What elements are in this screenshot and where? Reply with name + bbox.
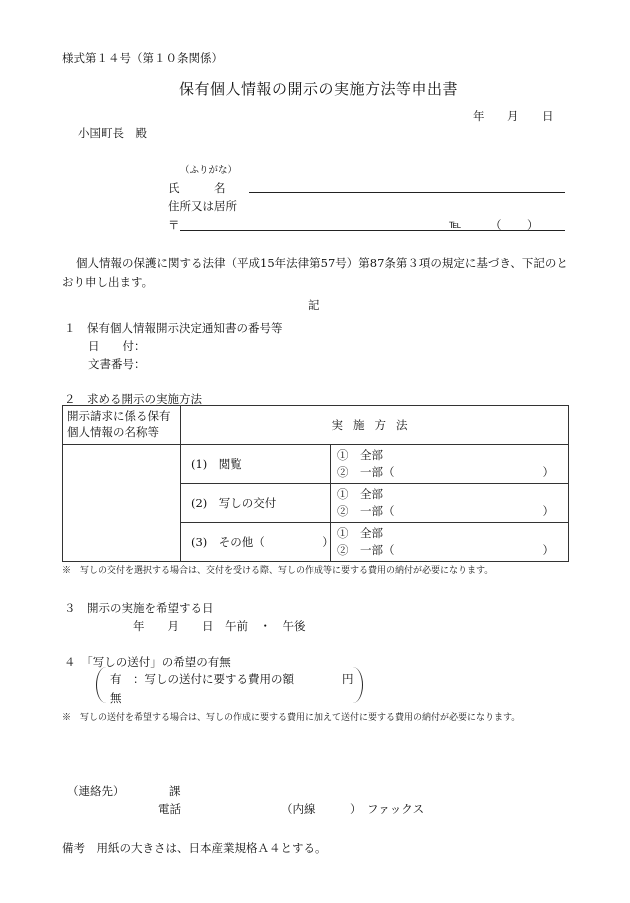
scope-part-label: ② 一部（: [337, 465, 395, 479]
left-brace: [96, 667, 107, 703]
form-number: 様式第１４号（第１０条関係）: [62, 51, 223, 65]
section2-note: ※ 写しの交付を選択する場合は、交付を受ける際、写しの作成等に要する費用の納付が必要になります。: [62, 566, 494, 576]
scope-part[interactable]: [337, 503, 568, 520]
intro-line-1: 個人情報の保護に関する法律（平成15年法律第57号）第87条第３項の規定に基づき、下記のと: [76, 256, 568, 270]
page-title: 保有個人情報の開示の実施方法等申出書: [179, 80, 459, 98]
scope-part-close: ）: [542, 504, 554, 518]
scope-all[interactable]: ① 全部: [337, 448, 383, 462]
addressee: 小国町長 殿: [78, 126, 147, 140]
address-field[interactable]: [180, 230, 565, 231]
scope-all[interactable]: ① 全部: [337, 487, 383, 501]
tel-close-paren: ）: [527, 218, 539, 232]
ki-mark: 記: [308, 298, 320, 312]
yen-unit: 円: [342, 672, 354, 686]
section3-heading: ３ 開示の実施を希望する日: [64, 601, 214, 615]
section4-note: ※ 写しの送付を希望する場合は、写しの作成に要する費用に加えて送付に要する費用の納付が必要になります。: [62, 713, 521, 723]
header-info-name: [63, 406, 181, 445]
scope-part[interactable]: [337, 464, 568, 481]
name-field[interactable]: [249, 192, 565, 193]
postal-mark: 〒: [168, 218, 180, 232]
notice-date-label: 日 付：: [88, 339, 146, 353]
contact-section: 課: [169, 784, 181, 798]
header-left-line2: 個人情報の名称等: [67, 425, 159, 439]
option-other-scope: [331, 523, 569, 562]
table-header-row: [63, 406, 569, 445]
extension-label: （内線 ）: [281, 802, 362, 816]
date-month: 月: [507, 109, 519, 123]
date-day: 日: [542, 109, 554, 123]
scope-part-close: ）: [542, 465, 554, 479]
tel-open-paren: （: [490, 218, 502, 232]
delivery-yes[interactable]: 有 ：写しの送付に要する費用の額: [110, 672, 294, 686]
option-view[interactable]: (1) 閲覧: [181, 445, 331, 484]
scope-all[interactable]: ① 全部: [337, 526, 383, 540]
scope-part-label: ② 一部（: [337, 504, 395, 518]
scope-part[interactable]: [337, 542, 568, 559]
header-method: 実施方法: [181, 406, 569, 445]
section1-heading: １ 保有個人情報開示決定通知書の番号等: [64, 321, 283, 335]
address-label: 住所又は居所: [168, 199, 237, 213]
option-copy-scope: [331, 484, 569, 523]
table-row: [63, 445, 569, 484]
furigana-label: （ふりがな）: [180, 165, 238, 176]
method-table: [62, 405, 569, 562]
right-brace: [352, 667, 363, 703]
delivery-no[interactable]: 無: [110, 691, 122, 705]
option-other[interactable]: (3) その他（ ）: [181, 523, 331, 562]
intro-line-2: おり申し出ます。: [62, 275, 154, 289]
section4-heading: ４ 「写しの送付」の希望の有無: [64, 655, 231, 669]
contact-label: （連絡先）: [67, 784, 125, 798]
option-copy-delivery[interactable]: (2) 写しの交付: [181, 484, 331, 523]
tel-label: ℡: [449, 217, 462, 231]
header-left-line1: 開示請求に係る保有: [67, 409, 171, 423]
remark: 備考 用紙の大きさは、日本産業規格Ａ４とする。: [62, 841, 327, 855]
scope-part-label: ② 一部（: [337, 543, 395, 557]
name-label: 氏 名: [168, 181, 226, 195]
preferred-date-line[interactable]: 年 月 日 午前 ・ 午後: [133, 619, 306, 633]
option-view-scope: [331, 445, 569, 484]
date-year: 年: [473, 109, 485, 123]
fax-label: ファックス: [367, 802, 425, 816]
info-name-cell[interactable]: [63, 445, 181, 562]
doc-number-label: 文書番号：: [88, 357, 146, 371]
section2-heading: ２ 求める開示の実施方法: [64, 392, 202, 406]
scope-part-close: ）: [542, 543, 554, 557]
phone-label: 電話: [158, 802, 181, 816]
